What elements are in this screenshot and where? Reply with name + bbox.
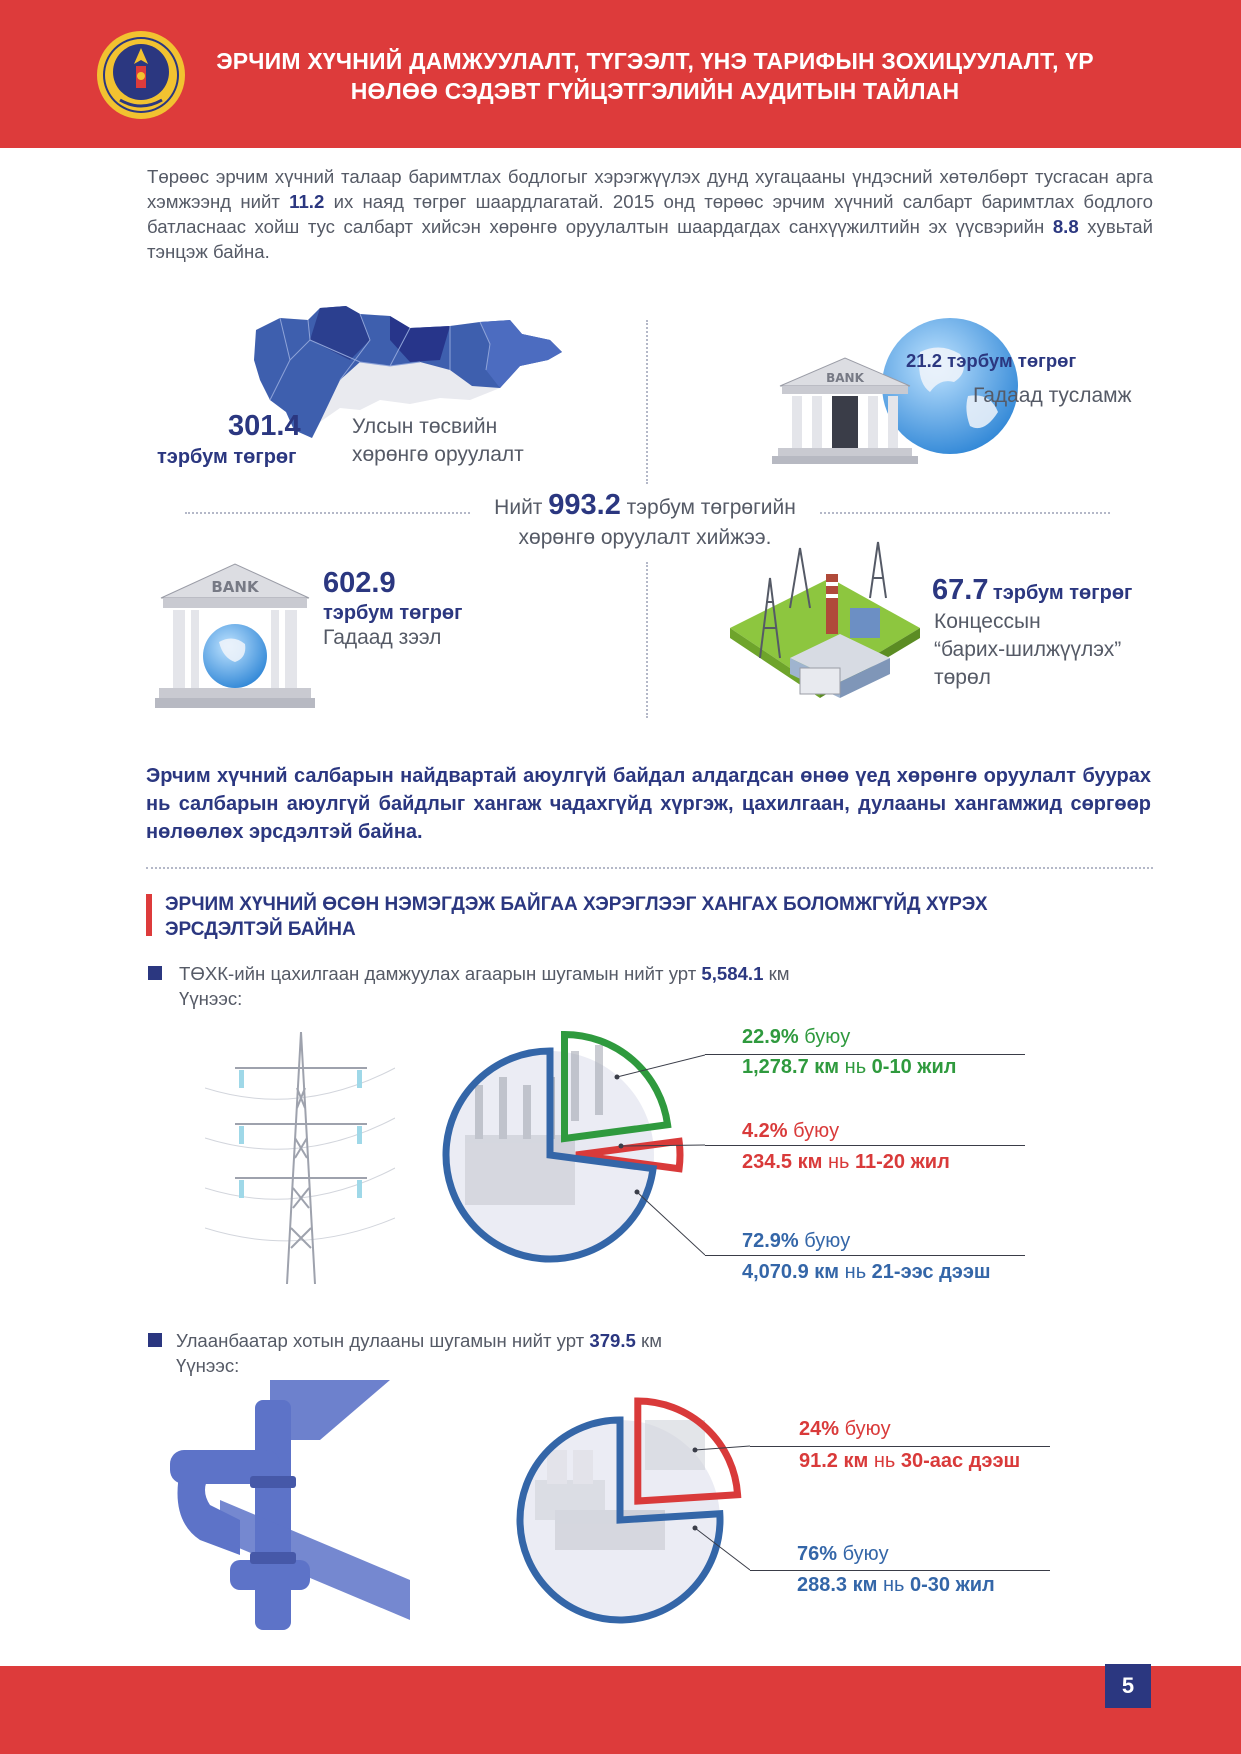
pie-slice [564,1034,667,1138]
concession-unit: тэрбум төгрөг [992,582,1133,604]
power-slice-2-km: 234.5 км [742,1151,823,1173]
risk-statement: Эрчим хүчний салбарын найдвартай аюулгүй байдал алдагдсан өнөө үед хөрөнгө оруулалт буурах нь салбарын аюулгүй байдлыг хангаж чадахгүйд хүргэж, цахилгаан, дулааны хангамжид сөргөөр нөлөөлөх эрсдэлтэй байна. [146,765,1151,843]
heating-pipe-icon [160,1380,410,1630]
heat-lines-unit: км [635,1330,662,1351]
leader-dot [619,1144,624,1149]
loan-bank-label: BANK [211,578,259,596]
leader-dot [615,1075,620,1080]
section-heading [165,892,1065,942]
heat-slice-1-percent [799,1416,891,1442]
heat-lines-pie-chart [495,1380,750,1640]
concession-caption-line-2: “барих-шилжүүлэх” [934,638,1122,661]
intro-paragraph [147,164,1153,264]
section-heading-line-2: ЭРСДЭЛТЭЙ БАЙНА [165,919,356,940]
divider-horizontal-left [185,512,470,514]
power-lines-sub: Үүнээс: [179,988,243,1009]
divider-vertical-top [646,320,648,484]
power-slice-1-pct: 22.9% [742,1026,799,1048]
power-plant-icon [730,538,920,718]
bullet-square-icon [148,1333,162,1347]
heat-slice-2-km: 288.3 км [797,1574,878,1596]
leader-dot [693,1448,698,1453]
bank-building-icon [770,356,920,466]
label-rule [705,1145,1025,1146]
heat-slice-1-or: буюу [839,1418,891,1440]
heat-slice-1-age: 30-аас дээш [900,1450,1021,1472]
intro-text-1: Төрөөс эрчим хүчний талаар баримтлах бодлогыг хэрэгжүүлэх дунд хугацааны үндэсний хөтөлбөрт тусгасан арга хэмжээнд нийт [147,166,1153,212]
power-slice-2-or: буюу [787,1120,840,1142]
pie-slice [638,1401,738,1501]
power-slice-3-age: 21-ээс дээш [871,1261,991,1283]
power-slice-2-length [742,1149,950,1175]
power-slice-1-percent [742,1024,850,1050]
heat-slice-2-age: 0-30 жил [910,1574,995,1596]
leader-dot [635,1190,640,1195]
power-slice-2-nb: нь [822,1151,855,1173]
heat-slice-2-pct: 76% [797,1543,838,1565]
heat-slice-1-pct: 24% [799,1418,840,1440]
total-value: 993.2 [548,489,621,521]
power-slice-1-nb: нь [839,1056,872,1078]
total-line-2: хөрөнгө оруулалт хийжээ. [518,526,772,549]
page-title [195,46,1115,106]
power-slice-1-or: буюу [798,1026,851,1048]
power-slice-3-percent [742,1228,850,1254]
heat-slice-2-or: буюу [837,1543,889,1565]
intro-text-2: их наяд төгрөг шаардлагатай. 2015 онд төрөөс эрчим хүчний салбарт баримтлах бодлого батлаcнаас хойш тус салбарт хийсэн хөрөнгө оруулалтын шаардагдах санхүүжилтийн эх үүсвэрийн [147,191,1153,237]
state-audit-seal-icon [96,30,186,120]
loan-unit: тэрбум төгрөг [323,602,463,624]
intro-text-3: хувьтай тэнцэж байна. [147,216,1153,262]
power-slice-2-pct: 4.2% [742,1120,788,1142]
loan-value: 602.9 [323,567,396,599]
budget-unit: тэрбум төгрөг [157,446,297,468]
title-line-1: ЭРЧИМ ХҮЧНИЙ ДАМЖУУЛАЛТ, ТҮГЭЭЛТ, ҮНЭ ТАРИФЫН ЗОХИЦУУЛАЛТ, ҮР [216,48,1094,74]
aid-value: 21.2 тэрбум төгрөг [906,350,1077,371]
footer-banner [0,1666,1241,1754]
total-line-1 [470,490,820,523]
heat-lines-bullet [176,1328,1076,1378]
total-prefix: Нийт [494,496,549,519]
power-slice-1-length [742,1054,956,1080]
heat-slice-1-km: 91.2 км [799,1450,869,1472]
concession-value-row [932,574,1132,607]
label-rule [750,1570,1050,1571]
label-rule [750,1446,1050,1447]
power-slice-3-or: буюу [798,1230,851,1252]
power-lines-pie-chart [425,1015,705,1290]
power-slice-1-age: 0-10 жил [871,1056,957,1078]
power-slice-2-percent [742,1118,839,1144]
heat-slice-2-length [797,1572,995,1598]
aid-bank-label: BANK [826,371,864,385]
heat-slice-2-nb: нь [877,1574,910,1596]
heat-lines-sub: Үүнээс: [176,1355,240,1376]
leader-dot [693,1526,698,1531]
divider-section [146,867,1153,869]
section-accent-bar [146,894,152,936]
budget-caption [352,413,524,469]
budget-value: 301.4 [228,410,301,442]
budget-caption-line-2: хөрөнгө оруулалт [352,443,524,466]
divider-vertical-bottom [646,562,648,718]
heat-lines-text: Улаанбаатар хотын дулааны шугамын нийт урт [176,1330,590,1351]
power-slice-3-pct: 72.9% [742,1230,799,1252]
bullet-square-icon [148,966,162,980]
title-line-2: НӨЛӨӨ СЭДЭВТ ГҮЙЦЭТГЭЛИЙН АУДИТЫН ТАЙЛАН [350,78,960,104]
heat-slice-2-percent [797,1541,889,1567]
intro-value-2: 8.8 [1052,216,1079,237]
concession-value: 67.7 [932,574,989,606]
power-lines-total: 5,584.1 [701,963,764,984]
divider-horizontal-right [820,512,1110,514]
power-lines-unit: км [763,963,790,984]
concession-caption-line-3: төрөл [934,666,991,689]
concession-caption-line-1: Концессын [934,610,1041,633]
power-slice-1-km: 1,278.7 км [742,1056,840,1078]
power-slice-2-age: 11-20 жил [855,1151,950,1173]
heat-lines-line [176,1328,1076,1353]
intro-value-1: 11.2 [289,191,325,212]
power-slice-3-km: 4,070.9 км [742,1261,840,1283]
total-suffix: тэрбум төгрөгийн [620,496,796,519]
power-slice-3-nb: нь [839,1261,872,1283]
power-lines-line [179,961,1079,986]
budget-caption-line-1: Улсын төсвийн [352,415,498,438]
loan-caption: Гадаад зээл [323,626,442,649]
heat-slice-1-length [799,1448,1020,1474]
bank-globe-icon [155,562,315,712]
heat-slice-1-nb: нь [868,1450,901,1472]
power-lines-text: ТӨХК-ийн цахилгаан дамжуулах агаарын шугамын нийт урт [179,963,702,984]
power-lines-bullet [179,961,1079,1011]
transmission-tower-icon [205,1028,395,1284]
concession-caption [934,608,1121,692]
page-number: 5 [1105,1664,1151,1708]
aid-caption: Гадаад тусламж [973,384,1132,407]
section-heading-line-1: ЭРЧИМ ХҮЧНИЙ ӨСӨН НЭМЭГДЭЖ БАЙГАА ХЭРЭГЛЭЭГ ХАНГАХ БОЛОМЖГҮЙД ХҮРЭХ [165,894,988,915]
label-rule [705,1255,1025,1256]
heat-lines-total: 379.5 [589,1330,636,1351]
power-slice-3-length [742,1259,991,1285]
